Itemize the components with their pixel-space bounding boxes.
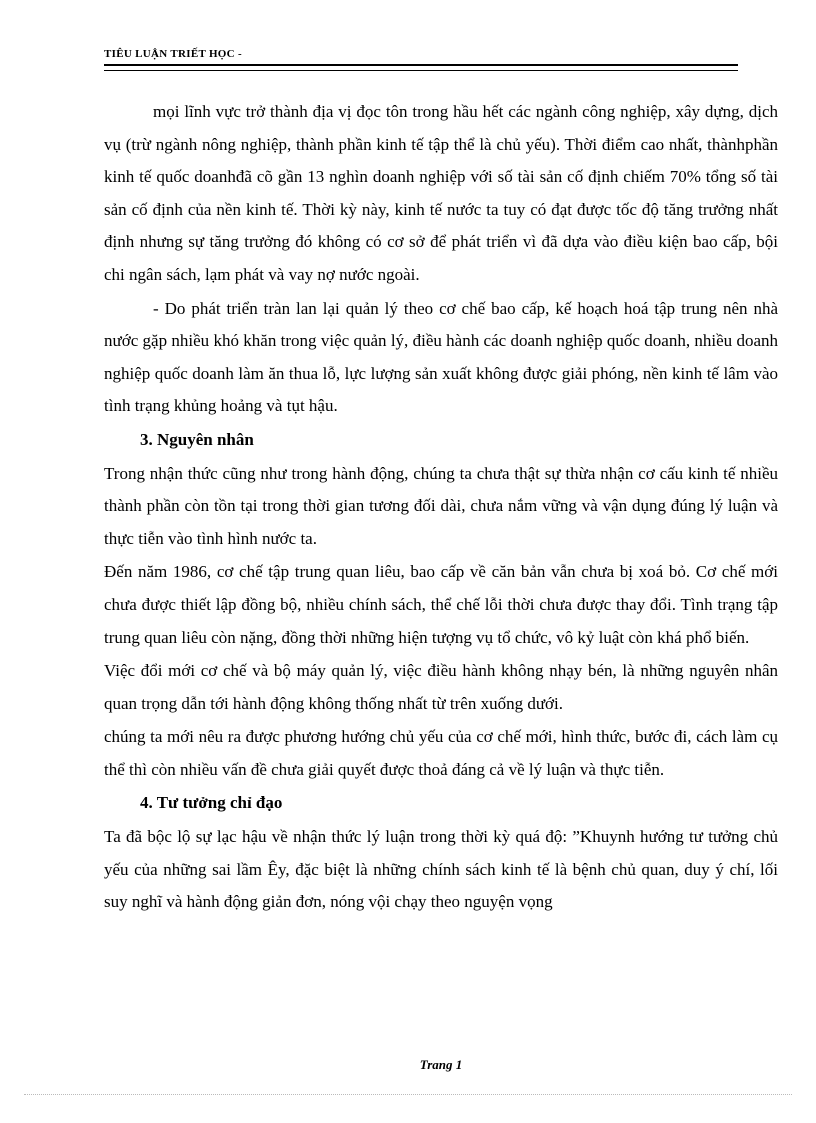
section-heading-3: 3. Nguyên nhân xyxy=(140,429,254,449)
paragraph-5: Việc đổi mới cơ chế và bộ máy quản lý, việc điều hành không nhạy bén, là những nguyên nhân quan trọng dẫn tới hành động không thống nhất từ trên xuống dưới. xyxy=(104,661,778,713)
paragraph-4: Đến năm 1986, cơ chế tập trung quan liêu, bao cấp về căn bản vẫn chưa bị xoá bỏ. Cơ chế mới chưa được thiết lập đồng bộ, nhiều chính sách, thể chế lỗi thời chưa được thay đổi. Tình trạng tập trung quan liêu còn nặng, đồng thời những hiện tượng vụ tổ chức, vô kỷ luật còn khá phổ biến. xyxy=(104,562,778,647)
page-bottom-divider xyxy=(24,1094,792,1095)
document-body xyxy=(104,96,778,920)
page-number: Trang 1 xyxy=(419,1057,463,1072)
running-header: TIÊU LUẬN TRIẾT HỌC - xyxy=(104,48,242,60)
paragraph-1: mọi lĩnh vực trở thành địa vị đọc tôn trong hầu hết các ngành công nghiệp, xây dựng, dịch vụ (trừ ngành nông nghiệp, thành phần kinh tế tập thể là chủ yếu). Thời điểm cao nhất, thànhphần kinh tế quốc doanhđã cõ gần 13 nghìn doanh nghiệp với số tài sản cố định chiếm 70% tổng số tài sản cố định của nền kinh tế. Thời kỳ này, kinh tế nước ta tuy có đạt được tốc độ tăng trưởng nhất định nhưng sự tăng trưởng đó không có cơ sở để phát triển vì đã dựa vào điều kiện bao cấp, bội chi ngân sách, lạm phát và vay nợ nước ngoài. xyxy=(104,102,778,284)
paragraph-2: - Do phát triển tràn lan lại quản lý theo cơ chế bao cấp, kế hoạch hoá tập trung nên nhà nước gặp nhiều khó khăn trong việc quản lý, điều hành các doanh nghiệp quốc doanh, nhiều doanh nghiệp quốc doanh làm ăn thua lỗ, lực lượng sản xuất không được giải phóng, nền kinh tế lâm vào tình trạng khủng hoảng và tụt hậu. xyxy=(104,298,778,416)
section-heading-4: 4. Tư tưởng chỉ đạo xyxy=(140,793,283,813)
header-rule xyxy=(104,64,738,71)
paragraph-7: Ta đã bộc lộ sự lạc hậu về nhận thức lý luận trong thời kỳ quá độ: ”Khuynh hướng tư tưởng chủ yếu của những sai lầm Êy, đặc biệt là những chính sách kinh tế là bệnh chủ quan, duy ý chí, lối suy nghĩ và hành động giản đơn, nóng vội chạy theo nguyện vọng xyxy=(104,827,778,912)
paragraph-6: chúng ta mới nêu ra được phương hướng chủ yếu của cơ chế mới, hình thức, bước đi, cách làm cụ thể thì còn nhiều vấn đề chưa giải quyết được thoả đáng cả về lý luận và thực tiễn. xyxy=(104,727,778,779)
paragraph-3: Trong nhận thức cũng như trong hành động, chúng ta chưa thật sự thừa nhận cơ cấu kinh tế nhiều thành phần còn tồn tại trong thời gian tương đối dài, chưa nắm vững và vận dụng đúng lý luận và thực tiễn vào tình hình nước ta. xyxy=(104,463,778,548)
